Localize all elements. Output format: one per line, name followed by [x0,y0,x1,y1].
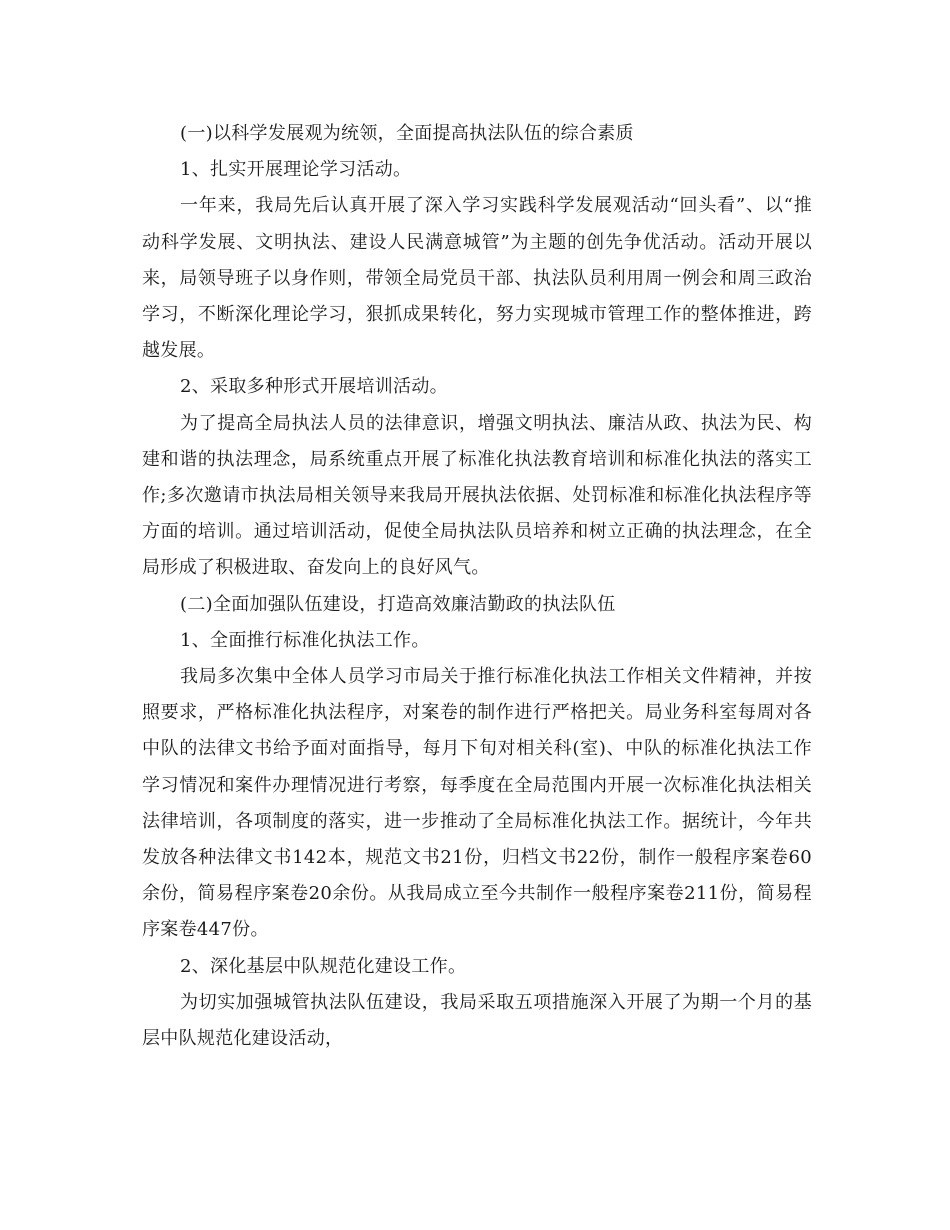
document-body [142,116,812,1057]
paragraph-training: 为了提高全局执法人员的法律意识，增强文明执法、廉洁从政、执法为民、构建和谐的执法理念，局系统重点开展了标准化执法教育培训和标准化执法的落实工作;多次邀请市执法局相关领导来我局开展执法依据、处罚标准和标准化执法程序等方面的培训。通过培训活动，促使全局执法队员培养和树立正确的执法理念，在全局形成了积极进取、奋发向上的良好风气。 [142,412,812,579]
paragraph-standardized-enforcement: 我局多次集中全体人员学习市局关于推行标准化执法工作相关文件精神，并按照要求，严格标准化执法程序，对案卷的制作进行严格把关。局业务科室每周对各中队的法律文书给予面对面指导，每月下旬对相关科(室)、中队的标准化执法工作学习情况和案件办理情况进行考察，每季度在全局范围内开展一次标准化执法相关法律培训，各项制度的落实，进一步推动了全局标准化执法工作。据统计，今年共发放各种法律文书142本，规范文书21份，归档文书22份，制作一般程序案卷60余份，简易程序案卷20余份。从我局成立至今共制作一般程序案卷211份，简易程序案卷447份。 [142,666,812,941]
paragraph-theory-study: 一年来，我局先后认真开展了深入学习实践科学发展观活动“回头看”、以“推动科学发展、文明执法、建设人民满意城管”为主题的创先争优活动。活动开展以来，局领导班子以身作则，带领全局党员干部、执法队员利用周一例会和周三政治学习，不断深化理论学习，狠抓成果转化，努力实现城市管理工作的整体推进，跨越发展。 [142,195,812,362]
paragraph-grassroots-construction: 为切实加强城管执法队伍建设，我局采取五项措施深入开展了为期一个月的基层中队规范化建设活动， [142,991,812,1050]
subsection-heading-1-2: 2、采取多种形式开展培训活动。 [180,376,448,398]
section-heading-1: (一)以科学发展观为统领，全面提高执法队伍的综合素质 [180,123,634,144]
subsection-heading-1-1: 1、扎实开展理论学习活动。 [180,159,412,181]
subsection-heading-2-1: 1、全面推行标准化执法工作。 [180,629,430,651]
subsection-heading-2-2: 2、深化基层中队规范化建设工作。 [180,955,467,977]
section-heading-2: (二)全面加强队伍建设，打造高效廉洁勤政的执法队伍 [180,593,616,615]
